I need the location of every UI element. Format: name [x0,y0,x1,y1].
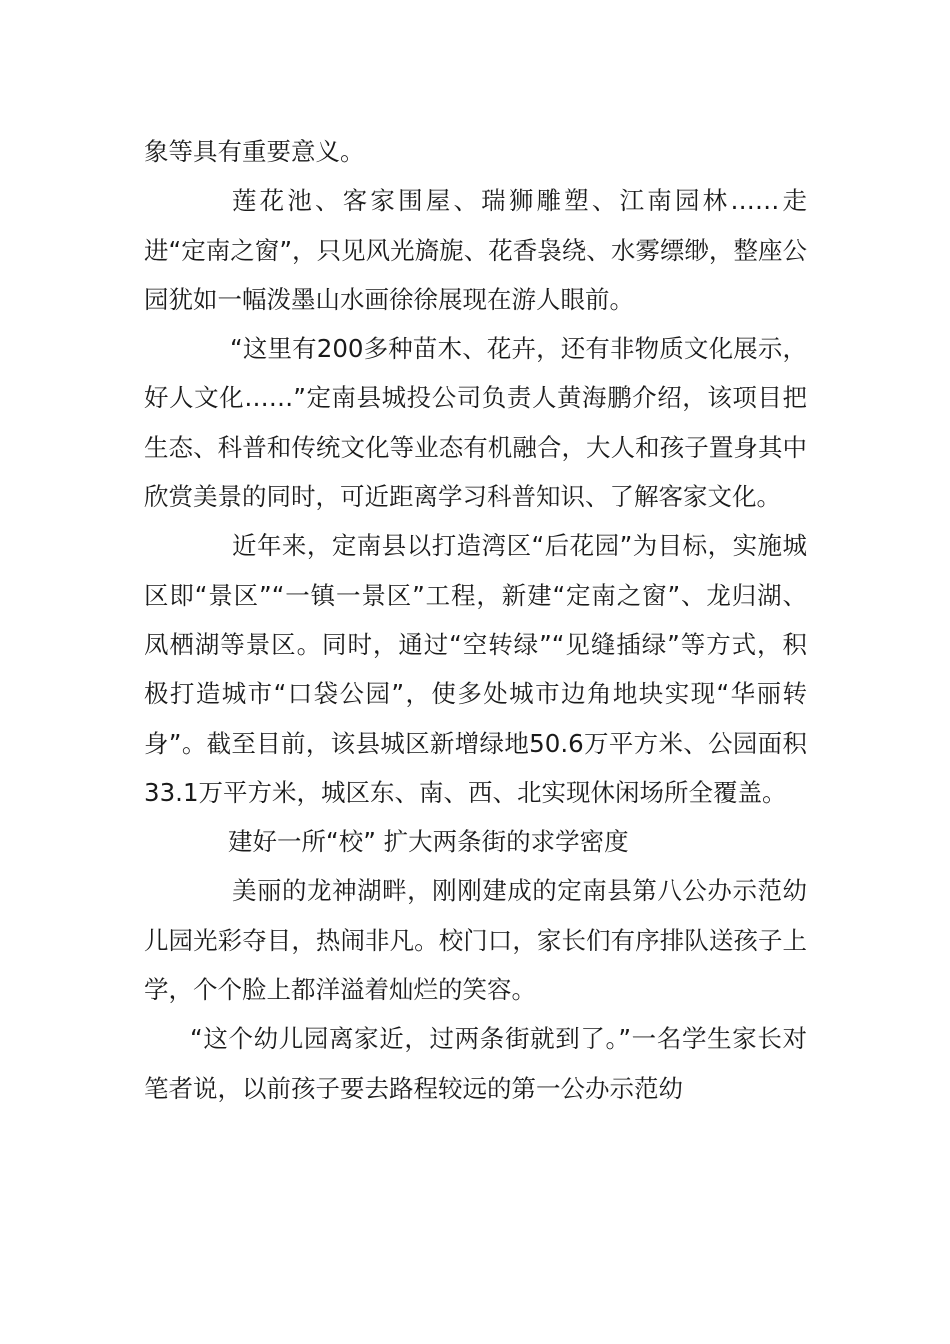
paragraph-quote-huang: “这里有200多种苗木、花卉，还有非物质文化展示，好人文化……”定南县城投公司负责人黄海鹏介绍，该项目把生态、科普和传统文化等业态有机融合，大人和孩子置身其中欣赏美景的同时，可近距离学习科普知识、了解客家文化。 [144,334,807,512]
article-body [144,127,807,1113]
paragraph-continuation: 象等具有重要意义。 [144,137,365,166]
section-subheading: 建好一所“校” 扩大两条街的求学密度 [228,827,629,857]
paragraph-parent-quote: “这个幼儿园离家近，过两条街就到了。”一名学生家长对笔者说，以前孩子要去路程较远的第一公办示范幼 [144,1024,807,1103]
paragraph-greening-overview: 近年来，定南县以打造湾区“后花园”为目标，实施城区即“景区”“一镇一景区”工程，新建“定南之窗”、龙归湖、凤栖湖等景区。同时，通过“空转绿”“见缝插绿”等方式，积极打造城市“口袋公园”，使多处城市边角地块实现“华丽转身”。截至目前，该县城区新增绿地50.6万平方米、公园面积33.1万平方米，城区东、南、西、北实现休闲场所全覆盖。 [144,531,807,807]
paragraph-park-scenery: 莲花池、客家围屋、瑞狮雕塑、江南园林……走进“定南之窗”，只见风光旖旎、花香袅绕、水雾缥缈，整座公园犹如一幅泼墨山水画徐徐展现在游人眼前。 [144,186,807,314]
paragraph-kindergarten: 美丽的龙神湖畔，刚刚建成的定南县第八公办示范幼儿园光彩夺目，热闹非凡。校门口，家长们有序排队送孩子上学，个个脸上都洋溢着灿烂的笑容。 [144,876,807,1005]
